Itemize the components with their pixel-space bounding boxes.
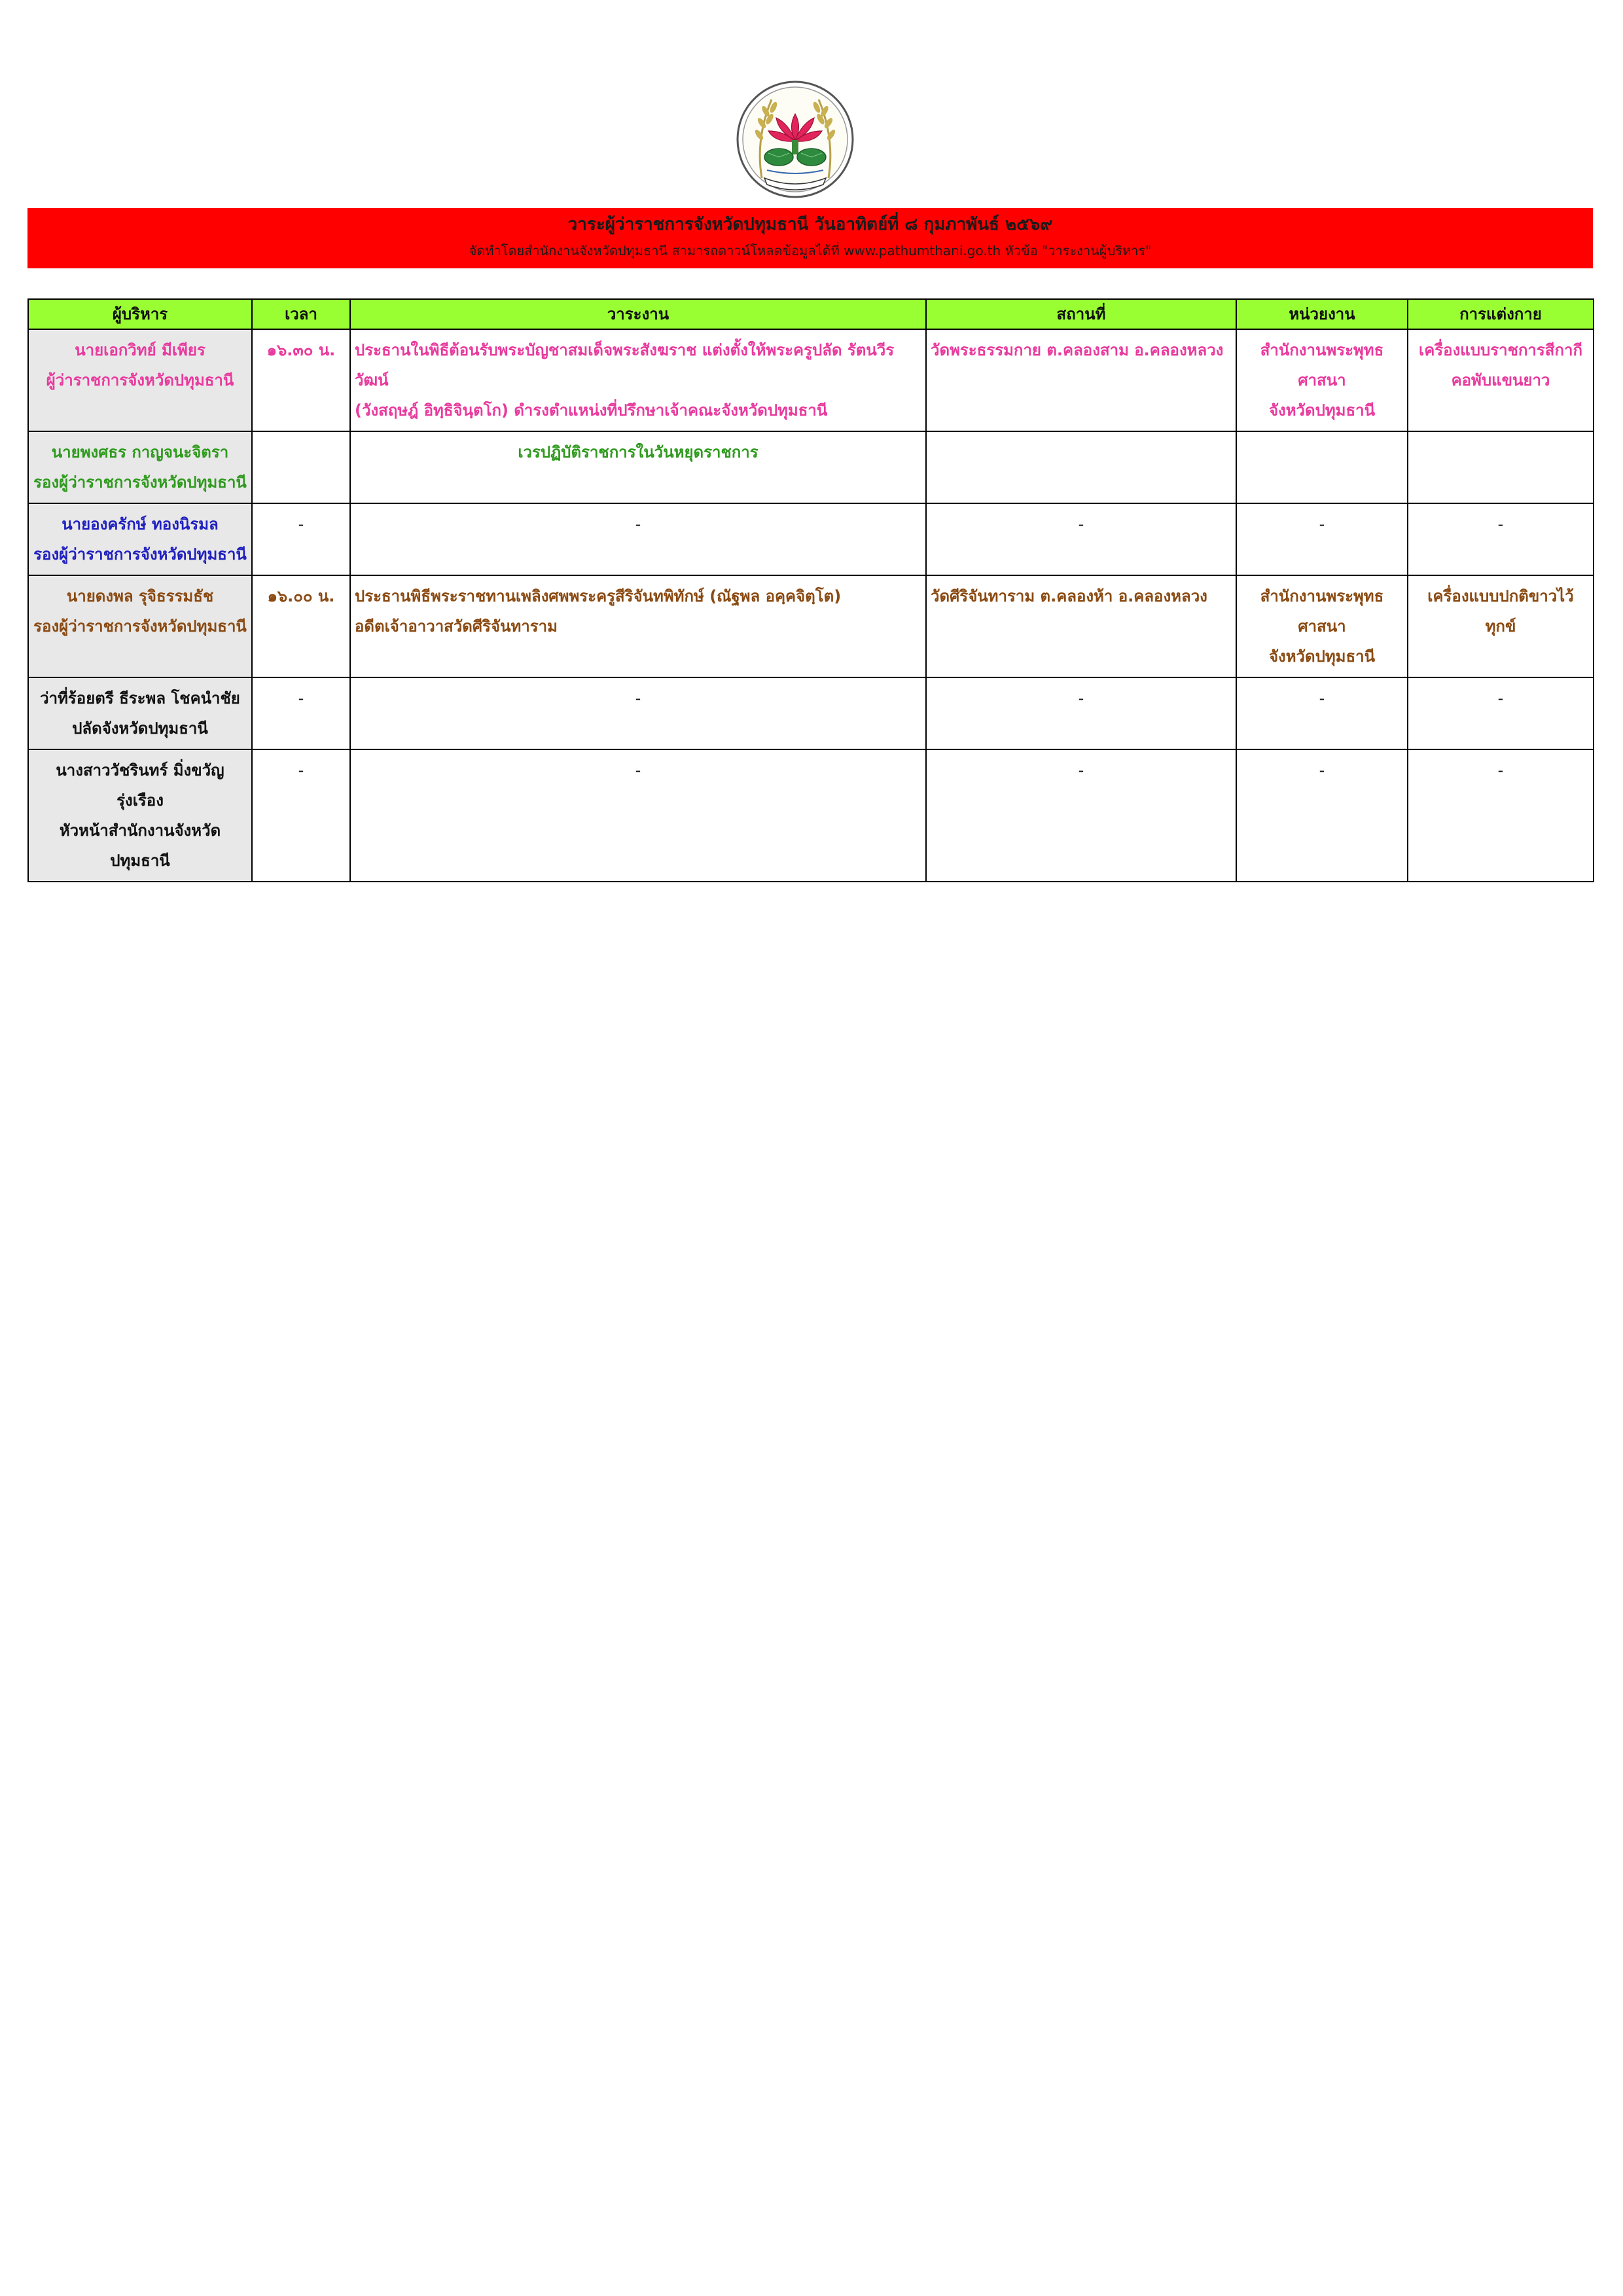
executive-name: นายพงศธร กาญจนะจิตรา bbox=[51, 443, 229, 461]
agenda-title: วาระผู้ว่าราชการจังหวัดปทุมธานี วันอาทิตย์ที่ ๘ กุมภาพันธ์ ๒๕๖๙ bbox=[567, 215, 1053, 234]
time-cell bbox=[252, 431, 350, 503]
agency-text: สำนักงานพระพุทธศาสนา bbox=[1260, 341, 1384, 389]
dress-cell bbox=[1408, 329, 1594, 431]
agency-cell: - bbox=[1236, 677, 1408, 749]
agenda-subtitle: จัดทำโดยสำนักงานจังหวัดปทุมธานี สามารถดาวน์โหลดข้อมูลได้ที่ www.pathumthani.go.th หัวข้อ "วาระงานผู้บริหาร" bbox=[469, 243, 1152, 259]
executive-name: นางสาววัชรินทร์ มิ่งขวัญรุ่งเรือง bbox=[56, 761, 224, 810]
place-cell: วัดพระธรรมกาย ต.คลองสาม อ.คลองหลวง bbox=[926, 329, 1236, 431]
agenda-cell bbox=[350, 575, 926, 677]
dress-text: เครื่องแบบราชการสีกากี bbox=[1419, 341, 1582, 359]
agency-cell bbox=[1236, 329, 1408, 431]
provincial-seal-emblem bbox=[736, 80, 855, 199]
executive-cell bbox=[28, 503, 252, 575]
agenda-table bbox=[27, 298, 1594, 882]
agenda-cell: เวรปฏิบัติราชการในวันหยุดราชการ bbox=[350, 431, 926, 503]
time-cell: ๑๖.๐๐ น. bbox=[252, 575, 350, 677]
column-header-agenda: วาระงาน bbox=[350, 299, 926, 329]
executive-cell bbox=[28, 431, 252, 503]
column-header-agency: หน่วยงาน bbox=[1236, 299, 1408, 329]
agenda-text: ประธานในพิธีต้อนรับพระบัญชาสมเด็จพระสังฆราช แต่งตั้งให้พระครูปลัด รัตนวีรวัฒน์ bbox=[355, 341, 895, 389]
agency-cell bbox=[1236, 431, 1408, 503]
agenda-cell bbox=[350, 329, 926, 431]
time-cell: ๑๖.๓๐ น. bbox=[252, 329, 350, 431]
dress-cell: - bbox=[1408, 677, 1594, 749]
executive-position: ผู้ว่าราชการจังหวัดปทุมธานี bbox=[46, 371, 234, 389]
executive-cell bbox=[28, 329, 252, 431]
agenda-cell: - bbox=[350, 503, 926, 575]
time-cell: - bbox=[252, 503, 350, 575]
agency-cell bbox=[1236, 575, 1408, 677]
place-cell: - bbox=[926, 677, 1236, 749]
table-row bbox=[28, 575, 1594, 677]
dress-text-continued: คอพับแขนยาว bbox=[1451, 371, 1550, 389]
dress-cell: - bbox=[1408, 749, 1594, 882]
executive-name: นายเอกวิทย์ มีเพียร bbox=[75, 341, 205, 359]
column-header-executive: ผู้บริหาร bbox=[28, 299, 252, 329]
place-cell: - bbox=[926, 749, 1236, 882]
place-cell: วัดศีริจันทาราม ต.คลองห้า อ.คลองหลวง bbox=[926, 575, 1236, 677]
agenda-text: ประธานพิธีพระราชทานเพลิงศพพระครูสีริจันทพิทักษ์ (ณัฐพล อคฺคจิตฺโต) bbox=[355, 587, 842, 605]
place-cell: - bbox=[926, 503, 1236, 575]
agenda-cell: - bbox=[350, 677, 926, 749]
executive-position: รองผู้ว่าราชการจังหวัดปทุมธานี bbox=[33, 617, 247, 636]
executive-cell bbox=[28, 575, 252, 677]
executive-position: ปลัดจังหวัดปทุมธานี bbox=[72, 719, 208, 738]
dress-cell bbox=[1408, 431, 1594, 503]
executive-name: นายองครักษ์ ทองนิรมล bbox=[62, 515, 219, 533]
executive-position: หัวหน้าสำนักงานจังหวัดปทุมธานี bbox=[59, 821, 221, 870]
agency-cell: - bbox=[1236, 503, 1408, 575]
time-cell: - bbox=[252, 749, 350, 882]
agenda-banner bbox=[27, 208, 1593, 268]
dress-cell: เครื่องแบบปกติขาวไว้ทุกข์ bbox=[1408, 575, 1594, 677]
table-row bbox=[28, 329, 1594, 431]
table-row bbox=[28, 749, 1594, 882]
executive-position: รองผู้ว่าราชการจังหวัดปทุมธานี bbox=[33, 545, 247, 564]
table-row bbox=[28, 677, 1594, 749]
agency-cell: - bbox=[1236, 749, 1408, 882]
agenda-text-continued: (วังสฤษฎ์ อิทฺธิจินฺตโก) ดำรงตำแหน่งที่ปรึกษาเจ้าคณะจังหวัดปทุมธานี bbox=[355, 401, 828, 420]
column-header-time: เวลา bbox=[252, 299, 350, 329]
executive-cell bbox=[28, 677, 252, 749]
table-row bbox=[28, 503, 1594, 575]
agenda-text-continued: อดีตเจ้าอาวาสวัดศีริจันทาราม bbox=[355, 617, 558, 636]
executive-position: รองผู้ว่าราชการจังหวัดปทุมธานี bbox=[33, 473, 247, 492]
executive-name: ว่าที่ร้อยตรี ธีระพล โชคนำชัย bbox=[40, 689, 240, 708]
place-cell bbox=[926, 431, 1236, 503]
table-row bbox=[28, 431, 1594, 503]
executive-name: นายดงพล รุจิธรรมธัช bbox=[66, 587, 214, 605]
agency-text-continued: จังหวัดปทุมธานี bbox=[1268, 401, 1376, 420]
column-header-place: สถานที่ bbox=[926, 299, 1236, 329]
dress-cell: - bbox=[1408, 503, 1594, 575]
time-cell: - bbox=[252, 677, 350, 749]
table-header-row bbox=[28, 299, 1594, 329]
agenda-cell: - bbox=[350, 749, 926, 882]
agency-text: สำนักงานพระพุทธศาสนา bbox=[1260, 587, 1384, 636]
agency-text-continued: จังหวัดปทุมธานี bbox=[1268, 647, 1376, 666]
executive-cell bbox=[28, 749, 252, 882]
column-header-dress: การแต่งกาย bbox=[1408, 299, 1594, 329]
